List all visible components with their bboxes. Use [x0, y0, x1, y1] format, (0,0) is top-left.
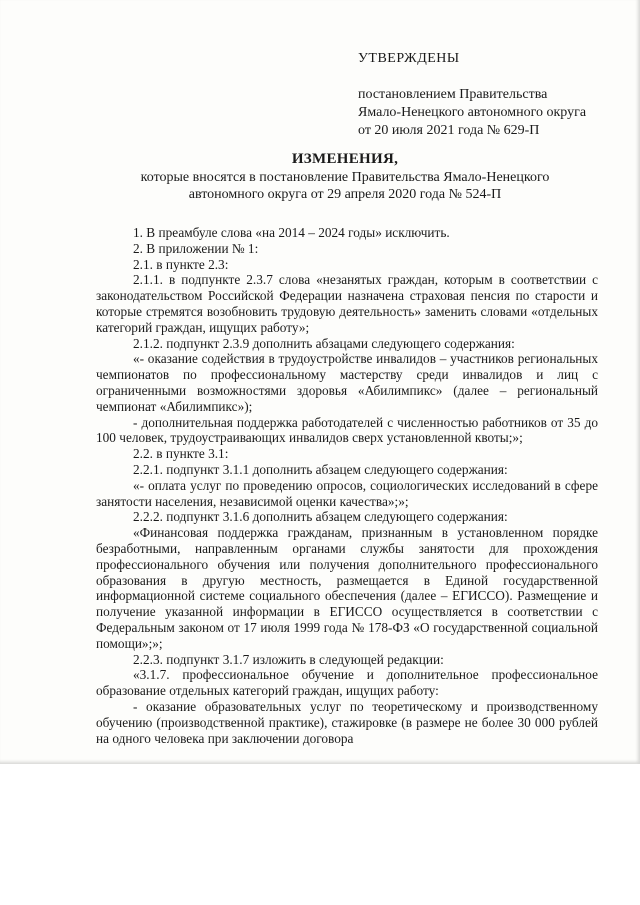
page-background [0, 764, 640, 905]
paragraph: - дополнительная поддержка работодателей с численностью работников от 35 до 100 человек, трудоустраивающих инвалидов сверх установленной квоты;»; [96, 414, 598, 446]
paragraph: 2.2.3. подпункт 3.1.7 изложить в следующей редакции: [133, 651, 444, 667]
paragraph: «3.1.7. профессиональное обучение и дополнительное профессиональное образование отдельных категорий граждан, ищущих работу: [96, 667, 598, 699]
paragraph: «- оказание содействия в трудоустройстве инвалидов – участников региональных чемпионатов по профессиональному мастерству среди инвалидов и лиц с ограниченными возможностями здоровья «Абилимпикс» (далее – региональный чемпионат «Абилимпикс»); [96, 351, 598, 414]
document-title: ИЗМЕНЕНИЯ, [291, 151, 399, 167]
paragraph: «- оплата услуг по проведению опросов, социологических исследований в сфере занятости населения, независимой оценки качества»;»; [96, 477, 598, 509]
paragraph: 2.1.1. в подпункте 2.3.7 слова «незанятых граждан, которым в соответствии с законодательством Российской Федерации назначена страховая пенсия по старости и которые стремятся возобновить трудовую деятельность» заменить словами «отдельных категорий граждан, ищущих работу»; [96, 272, 598, 335]
approval-stamp: УТВЕРЖДЕНЫ [358, 51, 460, 66]
paragraph: 2. В приложении № 1: [133, 240, 259, 256]
paragraph: 2.2.2. подпункт 3.1.6 дополнить абзацем следующего содержания: [133, 509, 508, 525]
paragraph: - оказание образовательных услуг по теоретическому и производственному обучению (производственной практике), стажировке (в размере не более 30 000 рублей на одного человека при заключении договора [96, 698, 598, 746]
document-heading [95, 151, 595, 203]
paragraph: 1. В преамбуле слова «на 2014 – 2024 годы» исключить. [133, 225, 450, 240]
approval-line: от 20 июля 2021 года № 629-П [358, 123, 540, 138]
paragraph: 2.2. в пункте 3.1: [133, 446, 229, 462]
approval-line: постановлением Правительства [358, 87, 548, 102]
paragraph: 2.2.1. подпункт 3.1.1 дополнить абзацем следующего содержания: [133, 461, 508, 477]
approval-line: Ямало-Ненецкого автономного округа [358, 105, 587, 120]
document-subtitle-line: автономного округа от 29 апреля 2020 года № 524-П [188, 187, 502, 202]
paragraph: «Финансовая поддержка гражданам, признанным в установленном порядке безработными, направленным органами службы занятости для прохождения профессионального обучения или получения дополнительного профессионального образования в другую местность, размещается в Единой государственной информационной системе социального обеспечения (далее – ЕГИССО). Размещение и получение указанной информации в ЕГИССО осуществляется в соответствии с Федеральным законом от 17 июля 1999 года № 178-ФЗ «О государственной социальной помощи»;»; [96, 525, 598, 651]
paragraph: 2.1.2. подпункт 2.3.9 дополнить абзацами следующего содержания: [133, 335, 515, 351]
document-body [96, 225, 598, 746]
approval-block [358, 50, 586, 140]
paragraph: 2.1. в пункте 2.3: [133, 256, 229, 272]
document-subtitle-line: которые вносятся в постановление Правительства Ямало-Ненецкого [140, 170, 550, 185]
